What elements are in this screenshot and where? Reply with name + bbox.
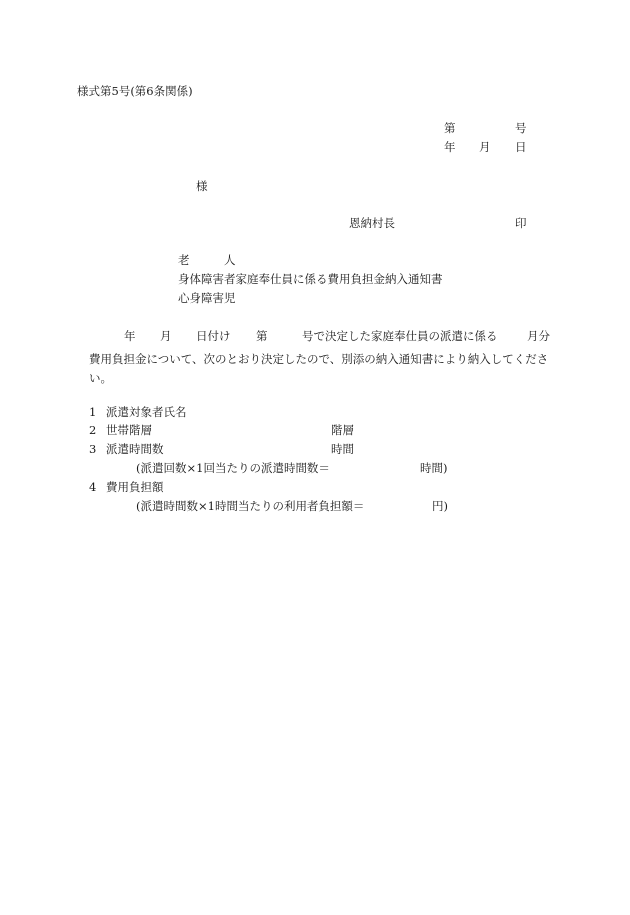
body-month: 月 [160,329,172,343]
addressee-suffix: 様 [196,179,208,193]
item-4-number: 4 [89,480,97,494]
item-2-unit: 階層 [331,423,354,437]
title-line-child: 心身障害児 [178,291,236,305]
item-2-label: 世帯階層 [106,423,152,437]
date-day: 日 [515,140,527,154]
item-3-number: 3 [89,442,97,456]
issuer-seal: 印 [515,216,527,230]
body-text-a: 号で決定した家庭奉仕員の派遣に係る [302,329,498,343]
date-year: 年 [444,140,456,154]
item-1-number: 1 [89,405,97,419]
body-monthly: 月分 [527,329,550,343]
item-4-formula-open: (派遣時間数×1時間当たりの利用者負担額＝ [136,499,365,513]
issuer-name: 恩納村長 [349,216,395,230]
body-no-prefix: 第 [256,329,268,343]
item-3-label: 派遣時間数 [106,442,164,456]
doc-number-prefix: 第 [444,121,456,135]
body-text-b: 費用負担金について、次のとおり決定したので、別添の納入通知書により納入してください。 [89,352,549,385]
date-month: 月 [479,140,491,154]
item-3-formula-open: (派遣回数×1回当たりの派遣時間数＝ [136,461,330,475]
doc-number-suffix: 号 [515,121,527,135]
item-3-unit: 時間 [331,442,354,456]
item-3-formula-close: 時間) [420,461,448,475]
body-dated: 日付け [196,329,231,343]
item-2-number: 2 [89,423,97,437]
body-year: 年 [124,329,136,343]
item-1-label: 派遣対象者氏名 [106,405,187,419]
title-line-elderly: 老 人 [178,253,236,267]
item-4-label: 費用負担額 [106,480,164,494]
form-label: 様式第5号(第6条関係) [77,84,193,98]
title-line-main: 身体障害者家庭奉仕員に係る費用負担金納入通知書 [178,272,443,286]
item-4-formula-close: 円) [432,499,448,513]
